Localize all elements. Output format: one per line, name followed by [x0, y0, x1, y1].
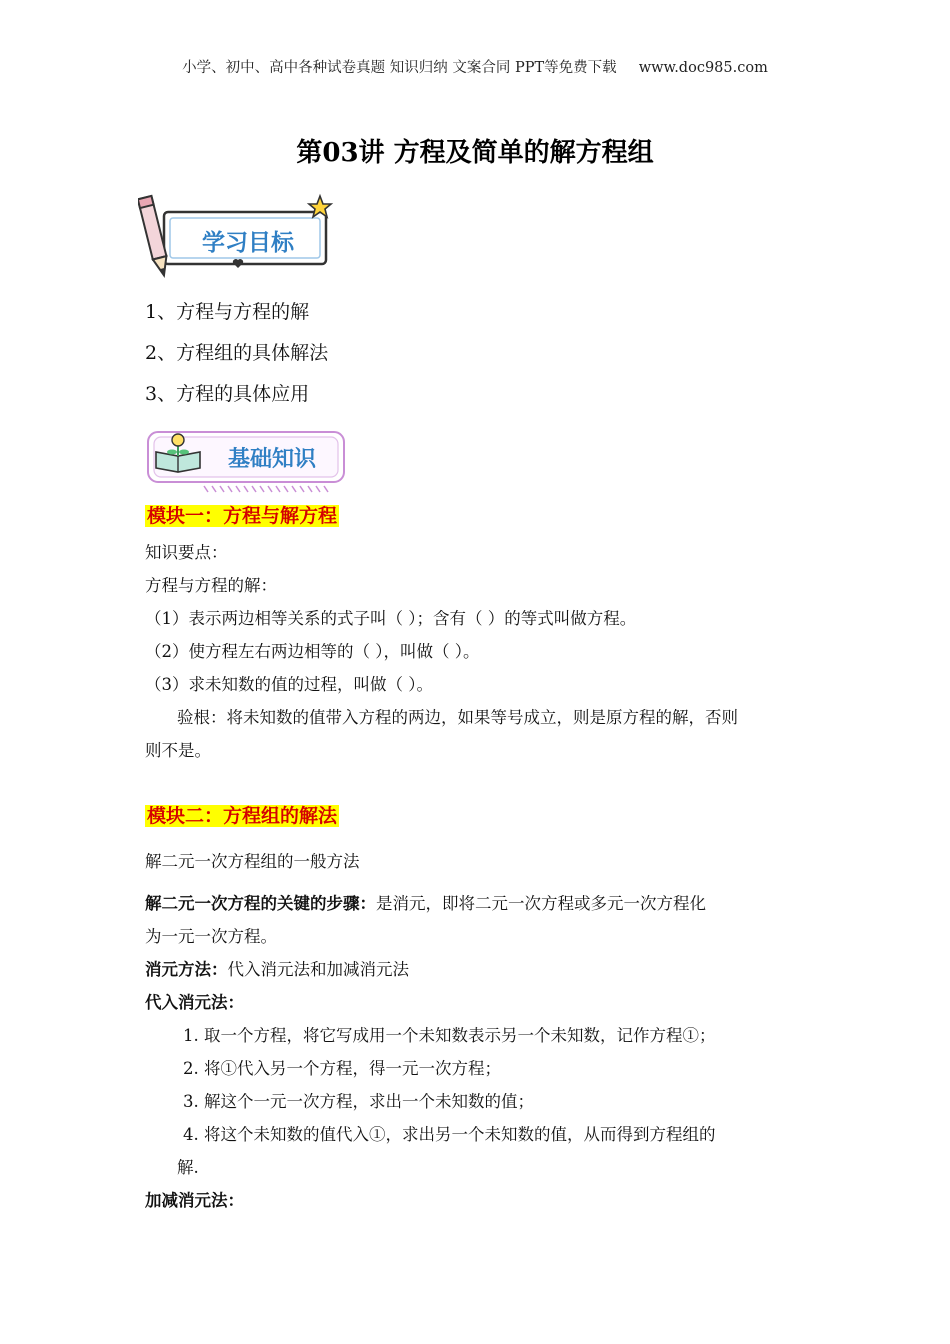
goal-item: 3、方程的具体应用 [145, 383, 310, 405]
learning-goals-label: 学习目标 [202, 230, 294, 256]
substitution-step: 4. 将这个未知数的值代入①，求出另一个未知数的值，从而得到方程组的 [183, 1125, 716, 1144]
page-header [0, 56, 950, 77]
header-site: www.doc985.com [638, 60, 768, 76]
substitution-step: 2. 将①代入另一个方程，得一元一次方程； [183, 1059, 501, 1078]
goal-item: 1、方程与方程的解 [145, 301, 310, 323]
check-root-line: 验根：将未知数的值带入方程的两边，如果等号成立，则是原方程的解，否则 [177, 708, 738, 727]
goal-item: 2、方程组的具体解法 [145, 342, 329, 364]
add-subtract-label: 加减消元法： [145, 1191, 244, 1210]
key-steps-label: 解二元一次方程的关键的步骤： [145, 894, 376, 913]
substitution-step-cont: 解. [177, 1158, 199, 1177]
module1-body [145, 536, 825, 767]
key-steps-text: 是消元，即将二元一次方程或多元一次方程化 [376, 894, 706, 913]
substitution-label: 代入消元法： [145, 993, 244, 1012]
header-text: 小学、初中、高中各种试卷真题 知识归纳 文案合同 PPT等免费下载 [182, 60, 617, 76]
substitution-step: 1. 取一个方程，将它写成用一个未知数表示另一个未知数，记作方程①； [183, 1026, 716, 1045]
elimination-line [145, 953, 825, 986]
learning-goals-banner [138, 190, 338, 280]
key-steps-line [145, 887, 825, 920]
fill-in-item: （1）表示两边相等关系的式子叫（ ）；含有（ ）的等式叫做方程。 [145, 609, 637, 628]
module1-heading: 模块一：方程与解方程 [147, 505, 338, 527]
elimination-text: 代入消元法和加减消元法 [227, 960, 409, 979]
basic-knowledge-label: 基础知识 [227, 447, 316, 472]
basic-knowledge-banner [144, 428, 349, 494]
check-root-line-cont: 则不是。 [145, 741, 211, 760]
knowledge-points-label: 知识要点： [145, 543, 228, 562]
goals-list [145, 292, 328, 415]
key-steps-cont: 为一元一次方程。 [145, 927, 277, 946]
module2-body [145, 887, 825, 1217]
page-title: 第03讲 方程及简单的解方程组 [296, 138, 654, 168]
module2-intro: 解二元一次方程组的一般方法 [145, 852, 360, 871]
module2-heading: 模块二：方程组的解法 [147, 805, 338, 827]
elimination-label: 消元方法： [145, 960, 228, 979]
fill-in-item: （2）使方程左右两边相等的（ ），叫做（ ）。 [145, 642, 480, 661]
substitution-step: 3. 解这个一元一次方程，求出一个未知数的值； [183, 1092, 534, 1111]
equation-solution-label: 方程与方程的解： [145, 576, 277, 595]
fill-in-item: （3）求未知数的值的过程，叫做（ ）。 [145, 675, 433, 694]
